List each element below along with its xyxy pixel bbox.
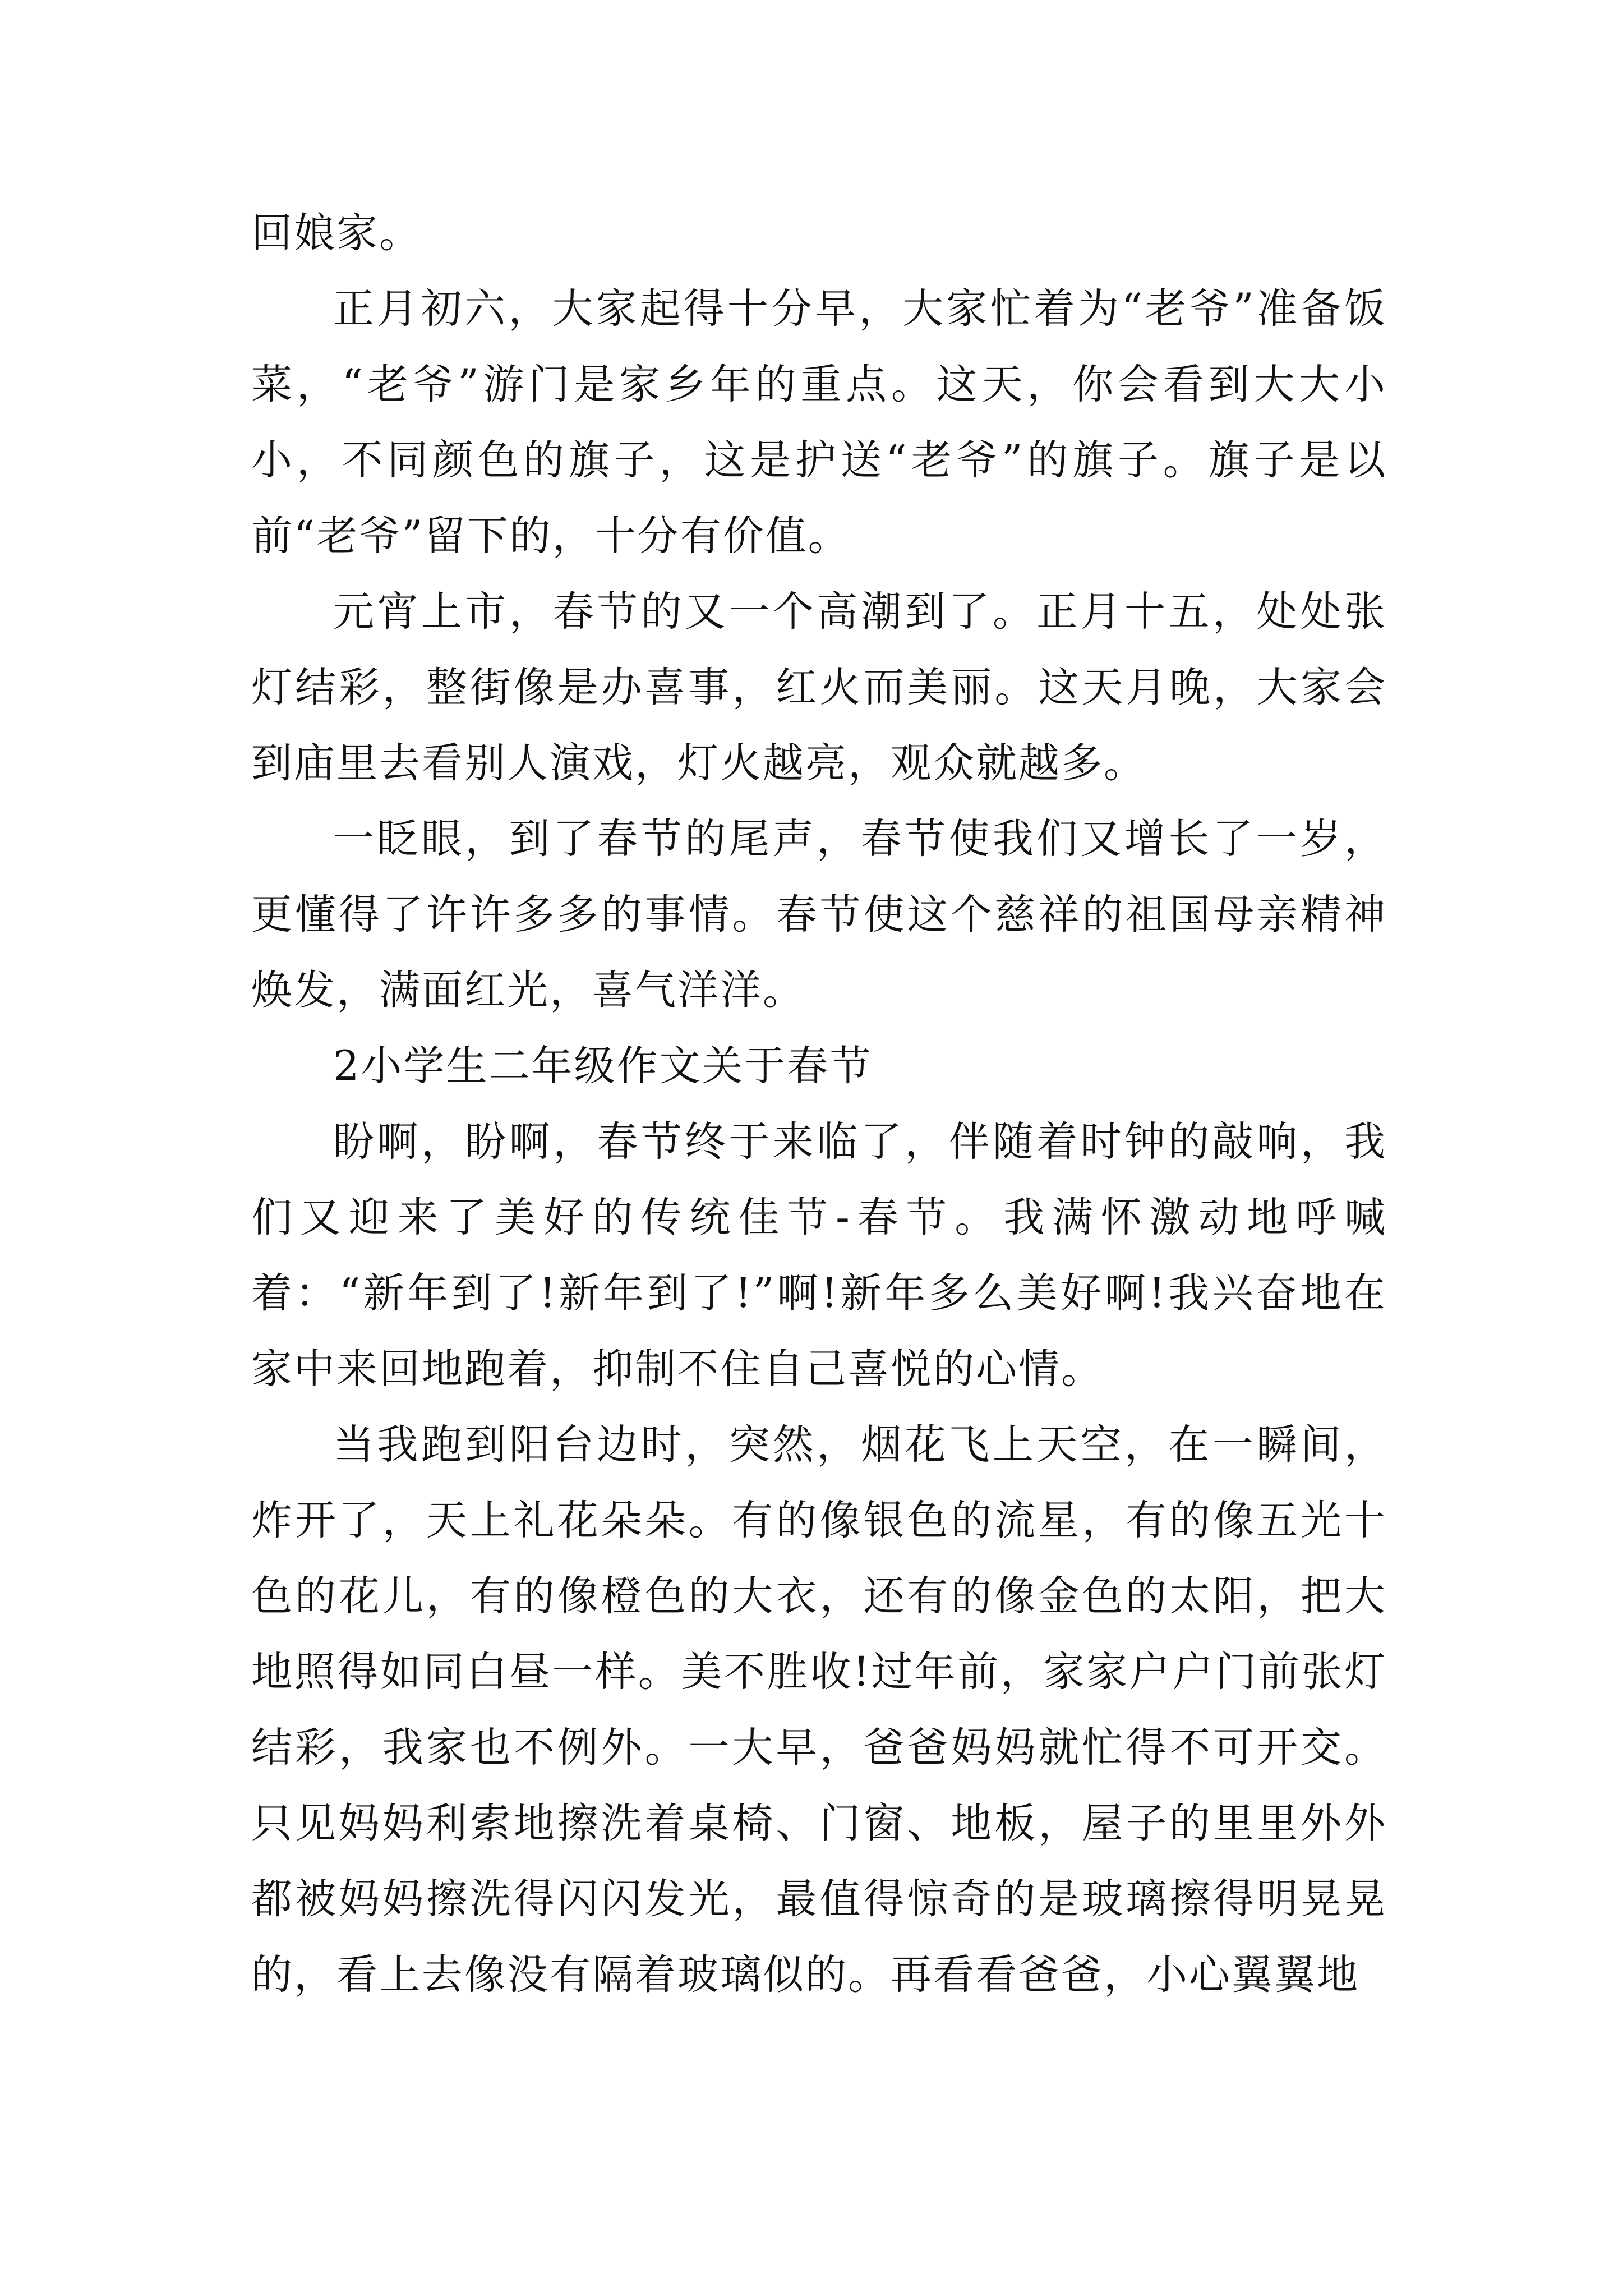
paragraph-lantern-festival: 元宵上市，春节的又一个高潮到了。正月十五，处处张灯结彩，整街像是办喜事，红火而美丽。这天月晚，大家会到庙里去看别人演戏，灯火越亮，观众就越多。 <box>251 588 1387 787</box>
paragraph-day-six: 正月初六，大家起得十分早，大家忙着为“老爷”准备饭菜，“老爷”游门是家乡年的重点。这天，你会看到大大小小，不同颜色的旗子，这是护送“老爷”的旗子。旗子是以前“老爷”留下的，十分有价值。 <box>251 285 1387 560</box>
paragraph-new-year-arrives: 盼啊，盼啊，春节终于来临了，伴随着时钟的敲响，我们又迎来了美好的传统佳节-春节。我满怀激动地呼喊着：“新年到了!新年到了!”啊!新年多么美好啊!我兴奋地在家中来回地跑着，抑制不住自己喜悦的心情。 <box>251 1118 1387 1393</box>
paragraph-continuation: 回娘家。 <box>251 209 422 257</box>
essay-heading: 2小学生二年级作文关于春节 <box>333 1042 873 1090</box>
body-text <box>251 195 1387 2013</box>
paragraph-fireworks: 当我跑到阳台边时，突然，烟花飞上天空，在一瞬间，炸开了，天上礼花朵朵。有的像银色的流星，有的像五光十色的花儿，有的像橙色的大衣，还有的像金色的太阳，把大地照得如同白昼一样。美不胜收!过年前，家家户户门前张灯结彩，我家也不例外。一大早，爸爸妈妈就忙得不可开交。只见妈妈利索地擦洗着桌椅、门窗、地板，屋子的里里外外都被妈妈擦洗得闪闪发光，最值得惊奇的是玻璃擦得明晃晃的，看上去像没有隔着玻璃似的。再看看爸爸，小心翼翼地 <box>251 1421 1387 1999</box>
paragraph-end-of-festival: 一眨眼，到了春节的尾声，春节使我们又增长了一岁，更懂得了许许多多的事情。春节使这个慈祥的祖国母亲精神焕发，满面红光，喜气洋洋。 <box>251 815 1387 1014</box>
